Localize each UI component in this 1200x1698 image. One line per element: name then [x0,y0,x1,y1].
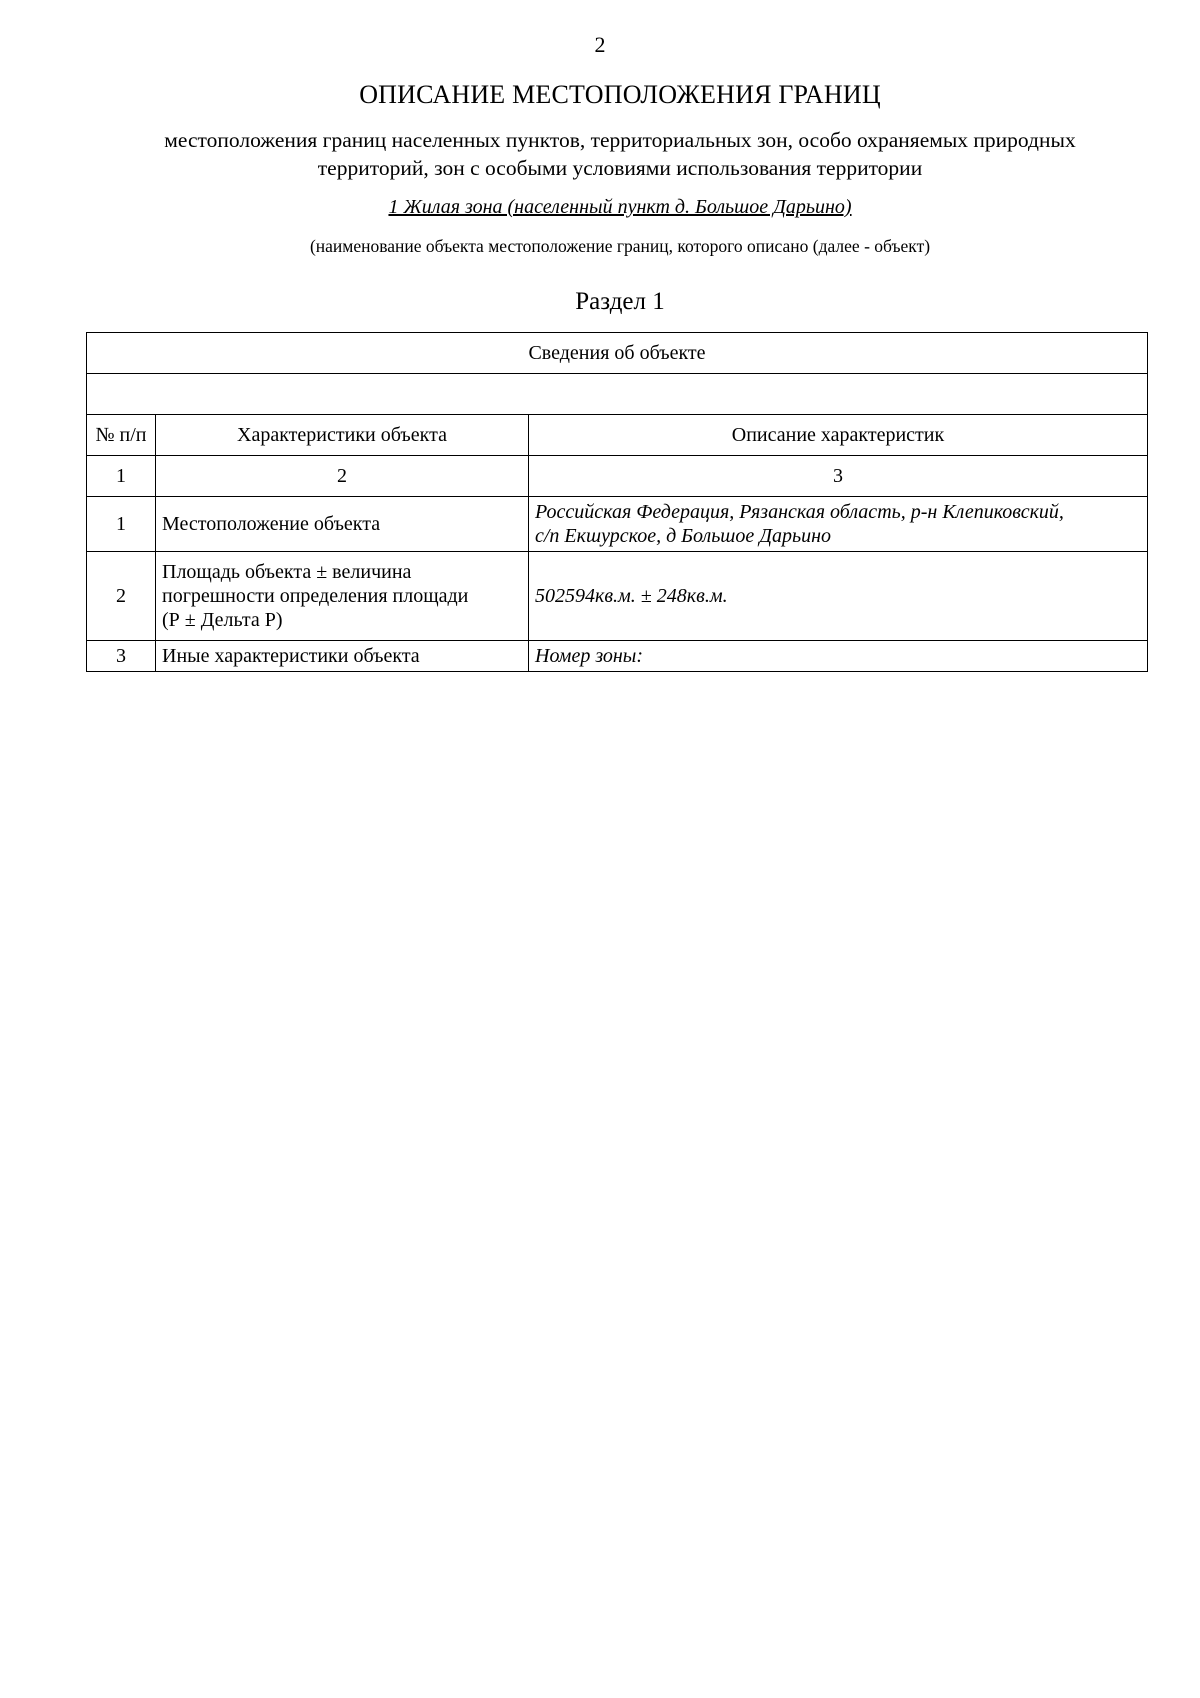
row-characteristic-line-3: (Р ± Дельта Р) [162,609,283,631]
table-row [87,497,1148,552]
table-header-row [87,333,1148,374]
row-characteristic-line-1: Площадь объекта ± величина [162,561,412,583]
empty-cell [87,374,1148,415]
row-characteristic-line-2: погрешности определения площади [162,585,469,607]
section-title: Раздел 1 [575,288,665,315]
table-empty-row [87,374,1148,415]
object-name [0,196,1200,219]
row-description: 502594кв.м. ± 248кв.м. [529,552,1148,641]
row-description-line-1: Российская Федерация, Рязанская область, р-н Клепиковский, [535,501,1064,523]
column-number-3: 3 [529,456,1148,497]
column-number-row [87,456,1148,497]
row-characteristic [156,552,529,641]
subtitle-line-1: местоположения границ населенных пунктов, территориальных зон, особо охраняемых природных [164,128,1076,152]
row-characteristic: Иные характеристики объекта [156,641,529,672]
row-description: Номер зоны: [529,641,1148,672]
column-number-1: 1 [87,456,156,497]
column-header-num: № п/п [87,415,156,456]
subtitle-line-2: территорий, зон с особыми условиями использования территории [317,156,923,180]
row-number: 1 [87,497,156,552]
document-subtitle [90,126,1150,182]
row-description [529,497,1148,552]
column-header-row [87,415,1148,456]
table-row [87,552,1148,641]
row-characteristic: Местоположение объекта [156,497,529,552]
row-description-line-2: с/п Екшурское, д Большое Дарьино [535,525,832,547]
table-header: Сведения об объекте [87,333,1148,374]
row-number: 2 [87,552,156,641]
page-number: 2 [594,32,606,57]
column-number-2: 2 [156,456,529,497]
row-number: 3 [87,641,156,672]
object-name-text: 1 Жилая зона (населенный пункт д. Большое Дарьино) [388,196,852,218]
object-name-note: (наименование объекта местоположение границ, которого описано (далее - объект) [309,236,931,256]
column-header-description: Описание характеристик [529,415,1148,456]
column-header-characteristic: Характеристики объекта [156,415,529,456]
object-info-table [86,332,1148,672]
table-row [87,641,1148,672]
document-title: ОПИСАНИЕ МЕСТОПОЛОЖЕНИЯ ГРАНИЦ [359,80,881,109]
